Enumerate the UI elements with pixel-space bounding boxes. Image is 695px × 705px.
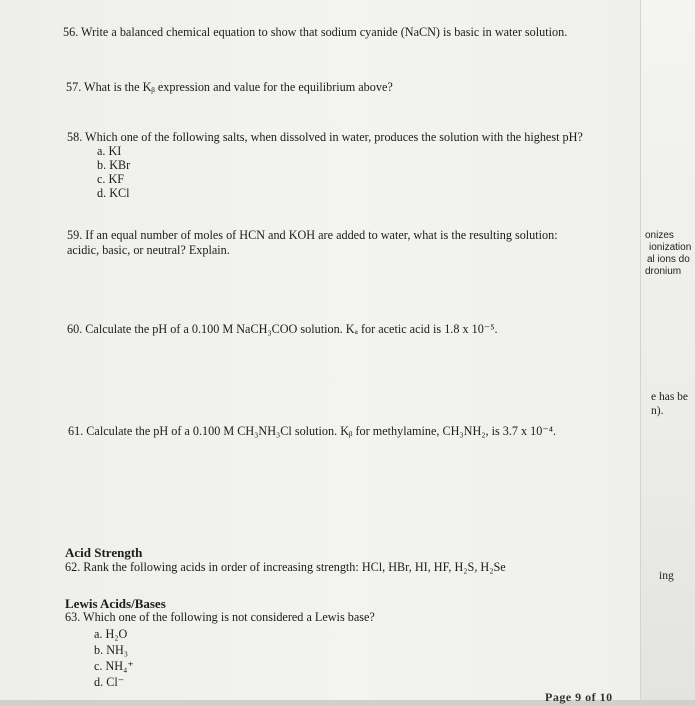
section-heading-acid-strength: Acid Strength xyxy=(65,545,143,560)
side-text-line: dronium xyxy=(645,266,682,277)
question-58: 58. Which one of the following salts, when dissolved in water, produces the solution with the highest pH? xyxy=(67,130,583,144)
q58-option-a: a. KI xyxy=(97,144,122,158)
side-text-line: n). xyxy=(651,405,664,417)
q58-option-b: b. KBr xyxy=(97,158,131,172)
q58-option-c: c. KF xyxy=(97,172,125,186)
question-56: 56. Write a balanced chemical equation to show that sodium cyanide (NaCN) is basic in water solution. xyxy=(63,25,568,39)
question-63: 63. Which one of the following is not considered a Lewis base? xyxy=(65,610,375,624)
q63-option-d: d. Cl⁻ xyxy=(94,675,125,689)
question-57: 57. What is the Kᵦ expression and value for the equilibrium above? xyxy=(66,80,393,94)
side-text-line: e has be xyxy=(651,391,689,403)
q58-option-d: d. KCl xyxy=(97,186,130,200)
question-60: 60. Calculate the pH of a 0.100 M NaCH₃COO solution. Kₐ for acetic acid is 1.8 x 10⁻⁵. xyxy=(67,322,498,336)
adjacent-page-edge xyxy=(640,0,695,700)
question-59: 59. If an equal number of moles of HCN and KOH are added to water, what is the resulting solution: xyxy=(67,228,558,242)
page-number: Page 9 of 10 xyxy=(545,690,613,704)
side-text-line: ing xyxy=(659,570,674,582)
q63-option-a: a. H₂O xyxy=(94,627,128,641)
side-text-line: al ions do xyxy=(647,254,690,265)
q63-option-c: c. NH₄⁺ xyxy=(94,659,134,673)
q63-option-b: b. NH₃ xyxy=(94,643,129,657)
section-heading-lewis: Lewis Acids/Bases xyxy=(65,596,166,611)
question-62: 62. Rank the following acids in order of increasing strength: HCl, HBr, HI, HF, H₂S, H₂Se xyxy=(65,560,506,574)
question-59-cont: acidic, basic, or neutral? Explain. xyxy=(67,243,230,257)
side-text-line: ionization xyxy=(649,242,692,253)
side-text-line: onizes xyxy=(645,230,674,241)
question-61: 61. Calculate the pH of a 0.100 M CH₃NH₃Cl solution. Kᵦ for methylamine, CH₃NH₂, is 3.7 x 10⁻⁴. xyxy=(68,424,557,438)
